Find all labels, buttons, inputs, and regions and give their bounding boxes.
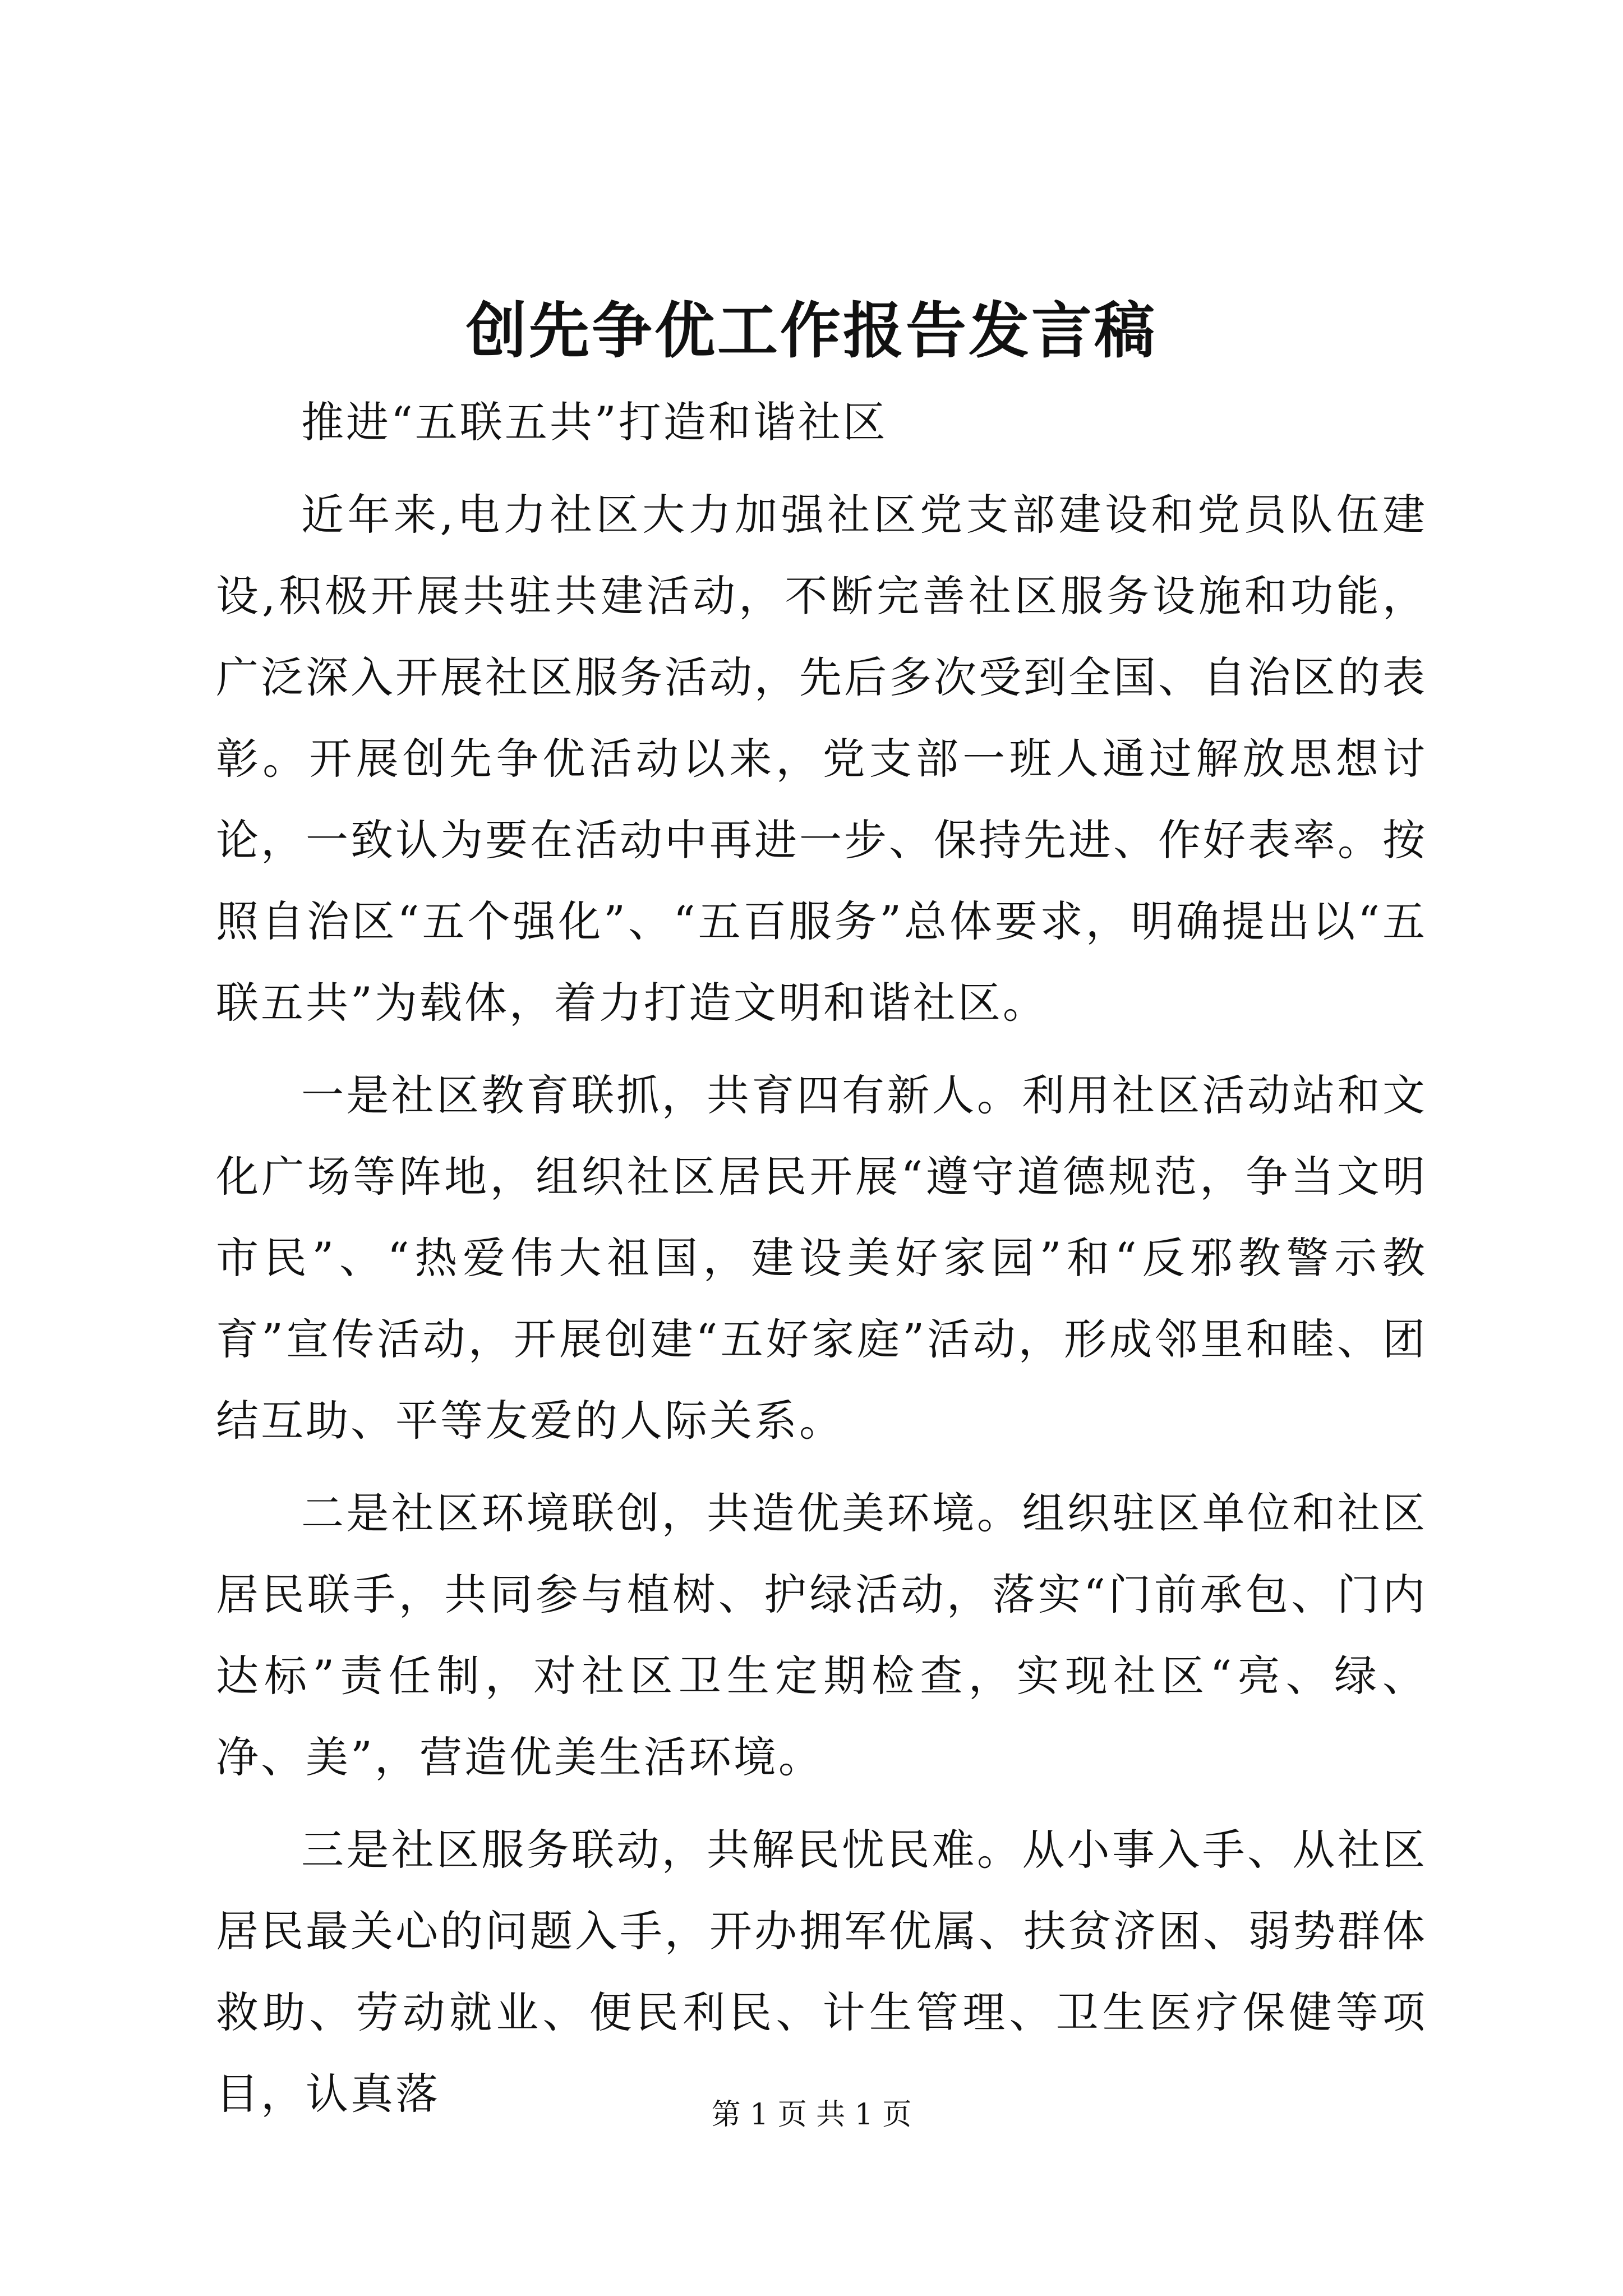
paragraph-service: 三是社区服务联动，共解民忧民难。从小事入手、从社区居民最关心的问题入手，开办拥军优属、扶贫济困、弱势群体救助、劳动就业、便民利民、计生管理、卫生医疗保健等项目，认真落 [216,1825,1427,2119]
paragraph-environment: 二是社区环境联创，共造优美环境。组织驻区单位和社区居民联手，共同参与植树、护绿活动，落实“门前承包、门内达标”责任制，对社区卫生定期检查，实现社区“亮、绿、净、美”，营造优美生活环境。 [216,1488,1427,1782]
document-title: 创先争优工作报告发言稿 [465,296,1157,366]
paragraph-education: 一是社区教育联抓，共育四有新人。利用社区活动站和文化广场等阵地，组织社区居民开展“遵守道德规范，争当文明市民”、“热爱伟大祖国，建设美好家园”和“反邪教警示教育”宣传活动，开展创建“五好家庭”活动，形成邻里和睦、团结互助、平等友爱的人际关系。 [216,1070,1427,1446]
page-footer: 第 1 页 共 1 页 [711,2098,912,2132]
paragraph-intro: 近年来,电力社区大力加强社区党支部建设和党员队伍建设,积极开展共驻共建活动，不断完善社区服务设施和功能，广泛深入开展社区服务活动，先后多次受到全国、自治区的表彰。开展创先争优活动以来，党支部一班人通过解放思想讨论，一致认为要在活动中再进一步、保持先进、作好表率。按照自治区“五个强化”、“五百服务”总体要求，明确提出以“五联五共”为载体，着力打造文明和谐社区。 [216,490,1427,1028]
paragraph-subtitle: 推进“五联五共”打造和谐社区 [301,397,888,447]
document-body [216,381,1427,2134]
